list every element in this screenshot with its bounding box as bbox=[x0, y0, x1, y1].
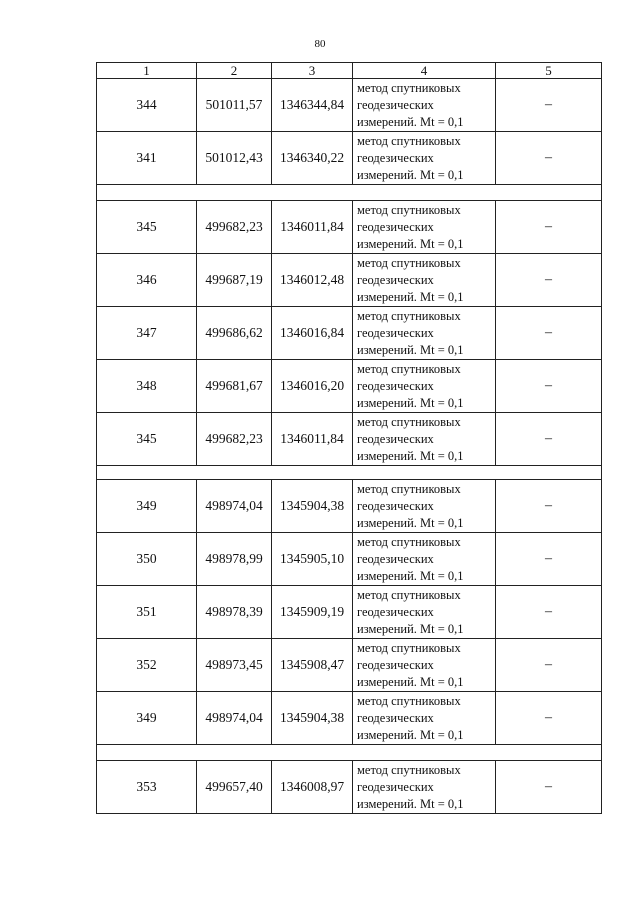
table-row bbox=[97, 480, 602, 533]
method-line: геодезических bbox=[357, 272, 434, 287]
method-line: измерений. Mt = 0,1 bbox=[357, 395, 464, 410]
method-line: измерений. Mt = 0,1 bbox=[357, 796, 464, 811]
method-line: измерений. Mt = 0,1 bbox=[357, 674, 464, 689]
method-line: метод спутниковых bbox=[357, 587, 461, 602]
table-row bbox=[97, 360, 602, 413]
method-line: измерений. Mt = 0,1 bbox=[357, 621, 464, 636]
x-coordinate-cell: 498978,99 bbox=[197, 533, 272, 586]
method-cell bbox=[353, 639, 496, 692]
x-coordinate-cell: 498974,04 bbox=[197, 480, 272, 533]
separator-cell bbox=[97, 466, 602, 480]
point-number-cell: 353 bbox=[97, 761, 197, 814]
y-coordinate-cell: 1346012,48 bbox=[272, 254, 353, 307]
x-coordinate-cell: 498978,39 bbox=[197, 586, 272, 639]
point-number-cell: 348 bbox=[97, 360, 197, 413]
point-number-cell: 345 bbox=[97, 413, 197, 466]
x-coordinate-cell: 501011,57 bbox=[197, 79, 272, 132]
method-line: метод спутниковых bbox=[357, 414, 461, 429]
method-cell bbox=[353, 692, 496, 745]
y-coordinate-cell: 1345908,47 bbox=[272, 639, 353, 692]
separator-row bbox=[97, 466, 602, 480]
table-row bbox=[97, 586, 602, 639]
table-row bbox=[97, 761, 602, 814]
separator-row bbox=[97, 745, 602, 761]
note-cell: – bbox=[496, 307, 602, 360]
separator-row bbox=[97, 185, 602, 201]
x-coordinate-cell: 501012,43 bbox=[197, 132, 272, 185]
method-line: геодезических bbox=[357, 219, 434, 234]
point-number-cell: 349 bbox=[97, 692, 197, 745]
method-cell bbox=[353, 586, 496, 639]
method-line: метод спутниковых bbox=[357, 308, 461, 323]
note-cell: – bbox=[496, 533, 602, 586]
method-line: геодезических bbox=[357, 150, 434, 165]
method-line: метод спутниковых bbox=[357, 133, 461, 148]
method-line: геодезических bbox=[357, 551, 434, 566]
note-cell: – bbox=[496, 639, 602, 692]
note-cell: – bbox=[496, 586, 602, 639]
point-number-cell: 347 bbox=[97, 307, 197, 360]
method-line: метод спутниковых bbox=[357, 80, 461, 95]
method-line: геодезических bbox=[357, 657, 434, 672]
method-line: метод спутниковых bbox=[357, 640, 461, 655]
method-cell bbox=[353, 761, 496, 814]
x-coordinate-cell: 499682,23 bbox=[197, 201, 272, 254]
point-number-cell: 352 bbox=[97, 639, 197, 692]
y-coordinate-cell: 1346016,20 bbox=[272, 360, 353, 413]
y-coordinate-cell: 1345904,38 bbox=[272, 480, 353, 533]
method-cell bbox=[353, 254, 496, 307]
table-row bbox=[97, 132, 602, 185]
x-coordinate-cell: 499681,67 bbox=[197, 360, 272, 413]
column-header: 1 bbox=[97, 63, 197, 79]
point-number-cell: 341 bbox=[97, 132, 197, 185]
method-line: измерений. Mt = 0,1 bbox=[357, 568, 464, 583]
method-line: метод спутниковых bbox=[357, 693, 461, 708]
method-line: метод спутниковых bbox=[357, 762, 461, 777]
method-cell bbox=[353, 201, 496, 254]
method-line: метод спутниковых bbox=[357, 481, 461, 496]
point-number-cell: 345 bbox=[97, 201, 197, 254]
y-coordinate-cell: 1346008,97 bbox=[272, 761, 353, 814]
note-cell: – bbox=[496, 692, 602, 745]
table-row bbox=[97, 201, 602, 254]
method-line: измерений. Mt = 0,1 bbox=[357, 289, 464, 304]
method-line: геодезических bbox=[357, 378, 434, 393]
table-row bbox=[97, 533, 602, 586]
separator-cell bbox=[97, 745, 602, 761]
note-cell: – bbox=[496, 201, 602, 254]
column-header: 5 bbox=[496, 63, 602, 79]
method-cell bbox=[353, 79, 496, 132]
x-coordinate-cell: 499687,19 bbox=[197, 254, 272, 307]
table-row bbox=[97, 307, 602, 360]
method-line: измерений. Mt = 0,1 bbox=[357, 236, 464, 251]
y-coordinate-cell: 1346011,84 bbox=[272, 413, 353, 466]
separator-cell bbox=[97, 185, 602, 201]
column-header: 2 bbox=[197, 63, 272, 79]
column-header: 3 bbox=[272, 63, 353, 79]
method-line: метод спутниковых bbox=[357, 361, 461, 376]
method-cell bbox=[353, 360, 496, 413]
y-coordinate-cell: 1346340,22 bbox=[272, 132, 353, 185]
point-number-cell: 349 bbox=[97, 480, 197, 533]
method-line: измерений. Mt = 0,1 bbox=[357, 448, 464, 463]
note-cell: – bbox=[496, 761, 602, 814]
method-cell bbox=[353, 307, 496, 360]
method-line: метод спутниковых bbox=[357, 202, 461, 217]
x-coordinate-cell: 498973,45 bbox=[197, 639, 272, 692]
method-line: геодезических bbox=[357, 710, 434, 725]
y-coordinate-cell: 1345909,19 bbox=[272, 586, 353, 639]
x-coordinate-cell: 499686,62 bbox=[197, 307, 272, 360]
point-number-cell: 350 bbox=[97, 533, 197, 586]
y-coordinate-cell: 1346344,84 bbox=[272, 79, 353, 132]
note-cell: – bbox=[496, 79, 602, 132]
x-coordinate-cell: 499657,40 bbox=[197, 761, 272, 814]
method-line: метод спутниковых bbox=[357, 534, 461, 549]
x-coordinate-cell: 498974,04 bbox=[197, 692, 272, 745]
method-line: измерений. Mt = 0,1 bbox=[357, 727, 464, 742]
table-row bbox=[97, 79, 602, 132]
column-header: 4 bbox=[353, 63, 496, 79]
note-cell: – bbox=[496, 254, 602, 307]
method-line: геодезических bbox=[357, 498, 434, 513]
note-cell: – bbox=[496, 413, 602, 466]
method-cell bbox=[353, 413, 496, 466]
table-row bbox=[97, 413, 602, 466]
method-line: метод спутниковых bbox=[357, 255, 461, 270]
page-number: 80 bbox=[314, 38, 326, 50]
table-body bbox=[97, 79, 602, 814]
method-line: измерений. Mt = 0,1 bbox=[357, 342, 464, 357]
point-number-cell: 351 bbox=[97, 586, 197, 639]
method-line: геодезических bbox=[357, 779, 434, 794]
point-number-cell: 344 bbox=[97, 79, 197, 132]
table-row bbox=[97, 692, 602, 745]
table-row bbox=[97, 639, 602, 692]
method-line: геодезических bbox=[357, 431, 434, 446]
method-cell bbox=[353, 480, 496, 533]
y-coordinate-cell: 1346011,84 bbox=[272, 201, 353, 254]
method-line: измерений. Mt = 0,1 bbox=[357, 167, 464, 182]
method-line: геодезических bbox=[357, 604, 434, 619]
x-coordinate-cell: 499682,23 bbox=[197, 413, 272, 466]
method-line: геодезических bbox=[357, 325, 434, 340]
method-line: геодезических bbox=[357, 97, 434, 112]
note-cell: – bbox=[496, 132, 602, 185]
note-cell: – bbox=[496, 480, 602, 533]
method-line: измерений. Mt = 0,1 bbox=[357, 114, 464, 129]
y-coordinate-cell: 1345905,10 bbox=[272, 533, 353, 586]
method-cell bbox=[353, 533, 496, 586]
table-row bbox=[97, 254, 602, 307]
point-number-cell: 346 bbox=[97, 254, 197, 307]
y-coordinate-cell: 1345904,38 bbox=[272, 692, 353, 745]
method-cell bbox=[353, 132, 496, 185]
method-line: измерений. Mt = 0,1 bbox=[357, 515, 464, 530]
note-cell: – bbox=[496, 360, 602, 413]
coordinates-table bbox=[96, 62, 602, 814]
y-coordinate-cell: 1346016,84 bbox=[272, 307, 353, 360]
header-row bbox=[97, 63, 602, 79]
